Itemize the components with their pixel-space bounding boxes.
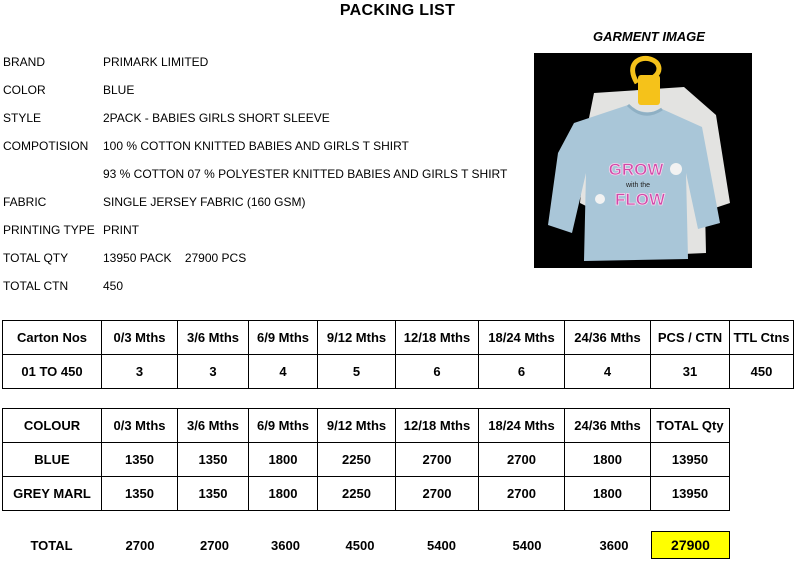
header-cell: Carton Nos [3,321,102,355]
table-cell: 6 [479,355,565,389]
header-cell: 6/9 Mths [249,409,318,443]
header-cell: 24/36 Mths [565,409,651,443]
table-cell: 2250 [318,443,396,477]
table-row [3,355,794,389]
header-cell: 24/36 Mths [565,321,651,355]
header-cell: COLOUR [3,409,102,443]
header-cell: 9/12 Mths [318,321,396,355]
print-text-grow: GROW [608,160,664,179]
page-title: PACKING LIST [339,2,456,19]
colour-table [2,408,730,511]
total-value: 4500 [345,538,375,553]
hanger-tag-shape [638,75,660,105]
table-header-row [3,321,794,355]
table-cell: 2700 [396,443,479,477]
table-cell: 450 [730,355,794,389]
table-cell: 1800 [565,477,651,511]
header-cell: PCS / CTN [651,321,730,355]
print-text-flow: FLOW [614,190,666,209]
table-cell: 1350 [178,477,249,511]
print-text-with-the: with the [625,182,651,189]
carton-table [2,320,794,389]
info-label: STYLE [3,111,42,125]
info-value: 93 % COTTON 07 % POLYESTER KNITTED BABIES AND GIRLS T SHIRT [103,167,508,181]
table-cell: 1800 [249,477,318,511]
info-value: 2PACK - BABIES GIRLS SHORT SLEEVE [103,111,330,125]
header-cell: 9/12 Mths [318,409,396,443]
header-cell: 0/3 Mths [102,321,178,355]
table-cell: 13950 [651,443,730,477]
table-row [3,443,730,477]
info-label: TOTAL CTN [3,279,69,293]
table-cell: 01 TO 450 [3,355,102,389]
total-value: 3600 [271,538,300,553]
info-value: 100 % COTTON KNITTED BABIES AND GIRLS T SHIRT [103,139,409,153]
table-cell: 31 [651,355,730,389]
info-value: 13950 PACK 27900 PCS [103,251,247,265]
info-value: PRINT [103,223,139,237]
table-cell: 4 [249,355,318,389]
table-cell: 5 [318,355,396,389]
info-value: BLUE [103,83,135,97]
table-cell: 2700 [479,477,565,511]
table-cell: BLUE [3,443,102,477]
total-value: 5400 [512,538,542,553]
header-cell: 12/18 Mths [396,321,479,355]
info-value: SINGLE JERSEY FABRIC (160 GSM) [103,195,306,209]
total-value: 5400 [427,538,456,553]
table-cell: 13950 [651,477,730,511]
table-cell: 1800 [565,443,651,477]
header-cell: 18/24 Mths [479,321,565,355]
header-cell: 3/6 Mths [178,321,249,355]
table-cell: 3 [178,355,249,389]
table-cell: 2700 [479,443,565,477]
totals-label: TOTAL [30,538,73,553]
grand-total-badge: 27900 [651,531,730,559]
header-cell: 6/9 Mths [249,321,318,355]
info-value: 450 [103,279,124,293]
info-label: PRINTING TYPE [3,223,95,237]
table-cell: 3 [102,355,178,389]
info-label: COLOR [3,83,46,97]
total-value: 2700 [125,538,155,553]
table-cell: 2700 [396,477,479,511]
table-cell: GREY MARL [3,477,102,511]
table-header-row [3,409,730,443]
garment-image [534,53,752,268]
header-cell: TOTAL Qty [651,409,730,443]
table-cell: 1350 [178,443,249,477]
table-cell: 6 [396,355,479,389]
table-cell: 1800 [249,443,318,477]
header-cell: 18/24 Mths [479,409,565,443]
info-label: BRAND [3,55,46,69]
info-label: TOTAL QTY [3,251,69,265]
header-cell: 3/6 Mths [178,409,249,443]
table-cell: 2250 [318,477,396,511]
table-cell: 1350 [102,443,178,477]
header-cell: TTL Ctns [730,321,794,355]
total-value: 3600 [599,538,629,553]
header-cell: 0/3 Mths [102,409,178,443]
garment-illustration [534,53,752,268]
header-cell: 12/18 Mths [396,409,479,443]
garment-image-label: GARMENT IMAGE [593,29,705,44]
total-value: 2700 [200,538,229,553]
info-label: FABRIC [3,195,47,209]
table-cell: 4 [565,355,651,389]
print-flower-icon [670,163,682,175]
info-label: COMPOTISION [3,139,89,153]
table-cell: 1350 [102,477,178,511]
info-value: PRIMARK LIMITED [103,55,209,69]
print-flower-icon [595,194,605,204]
table-row [3,477,730,511]
